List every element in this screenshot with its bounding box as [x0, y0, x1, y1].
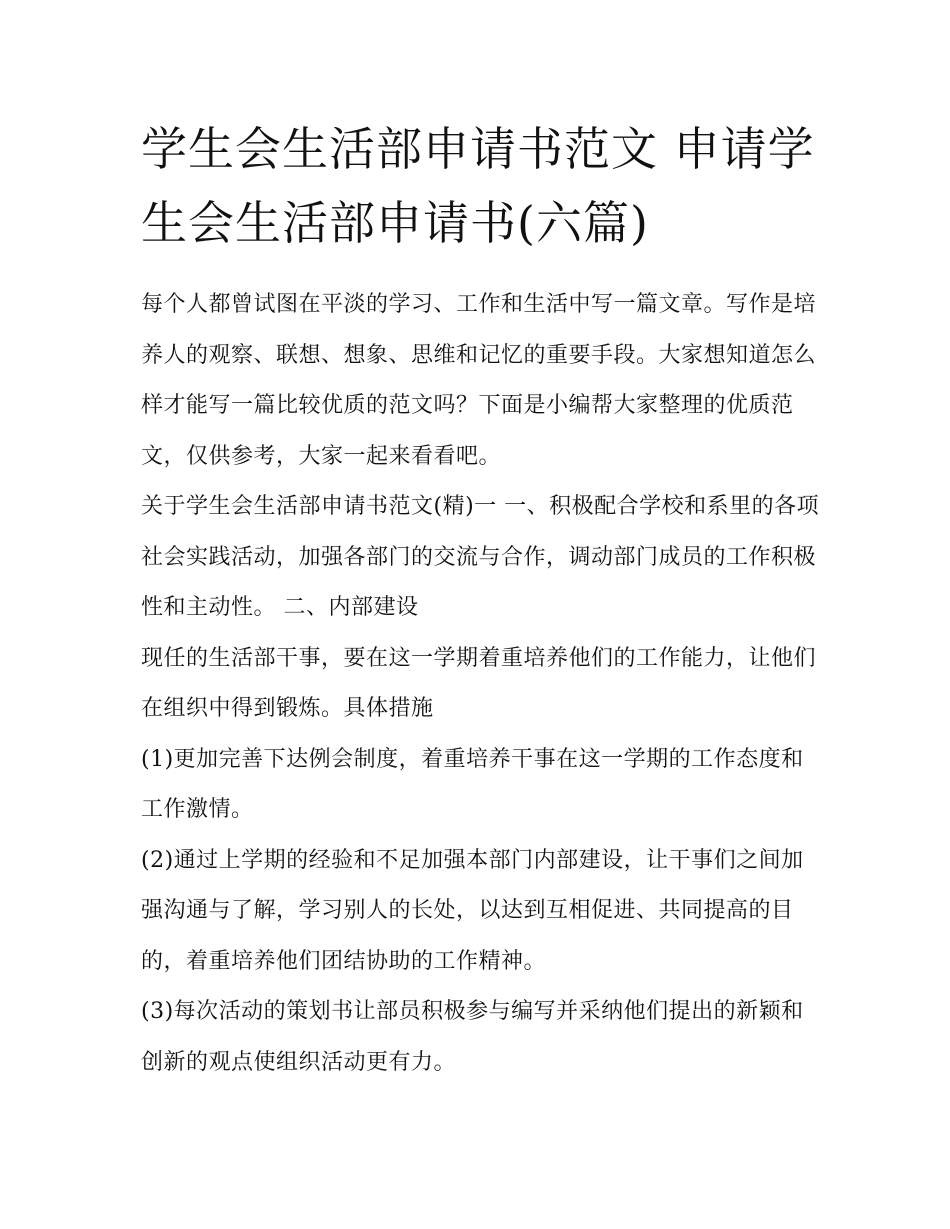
paragraph-section-one: 关于学生会生活部申请书范文(精)一 一、积极配合学校和系里的各项社会实践活动，加强各部门的交流与合作，调动部门成员的工作积极性和主动性。 二、内部建设 — [141, 494, 820, 620]
paragraph-measure-3: (3)每次活动的策划书让部员积极参与编写并采纳他们提出的新颖和创新的观点使组织活动更有力。 — [141, 999, 804, 1075]
paragraph-intro: 每个人都曾试图在平淡的学习、工作和生活中写一篇文章。写作是培养人的观察、联想、想象、思维和记忆的重要手段。大家想知道怎么样才能写一篇比较优质的范文吗？下面是小编帮大家整理的优质范文，仅供参考，大家一起来看看吧。 — [141, 292, 817, 469]
paragraph-measure-2: (2)通过上学期的经验和不足加强本部门内部建设，让干事们之间加强沟通与了解，学习别人的长处，以达到互相促进、共同提高的目的，着重培养他们团结协助的工作精神。 — [141, 847, 804, 974]
paragraph-measure-1: (1)更加完善下达例会制度，着重培养干事在这一学期的工作态度和工作激情。 — [141, 746, 804, 822]
document-body — [141, 112, 821, 1088]
paragraph-staff: 现任的生活部干事，要在这一学期着重培养他们的工作能力，让他们在组织中得到锻炼。具体措施 — [141, 645, 817, 721]
document-title: 学生会生活部申请书范文 申请学生会生活部申请书(六篇) — [141, 122, 815, 250]
